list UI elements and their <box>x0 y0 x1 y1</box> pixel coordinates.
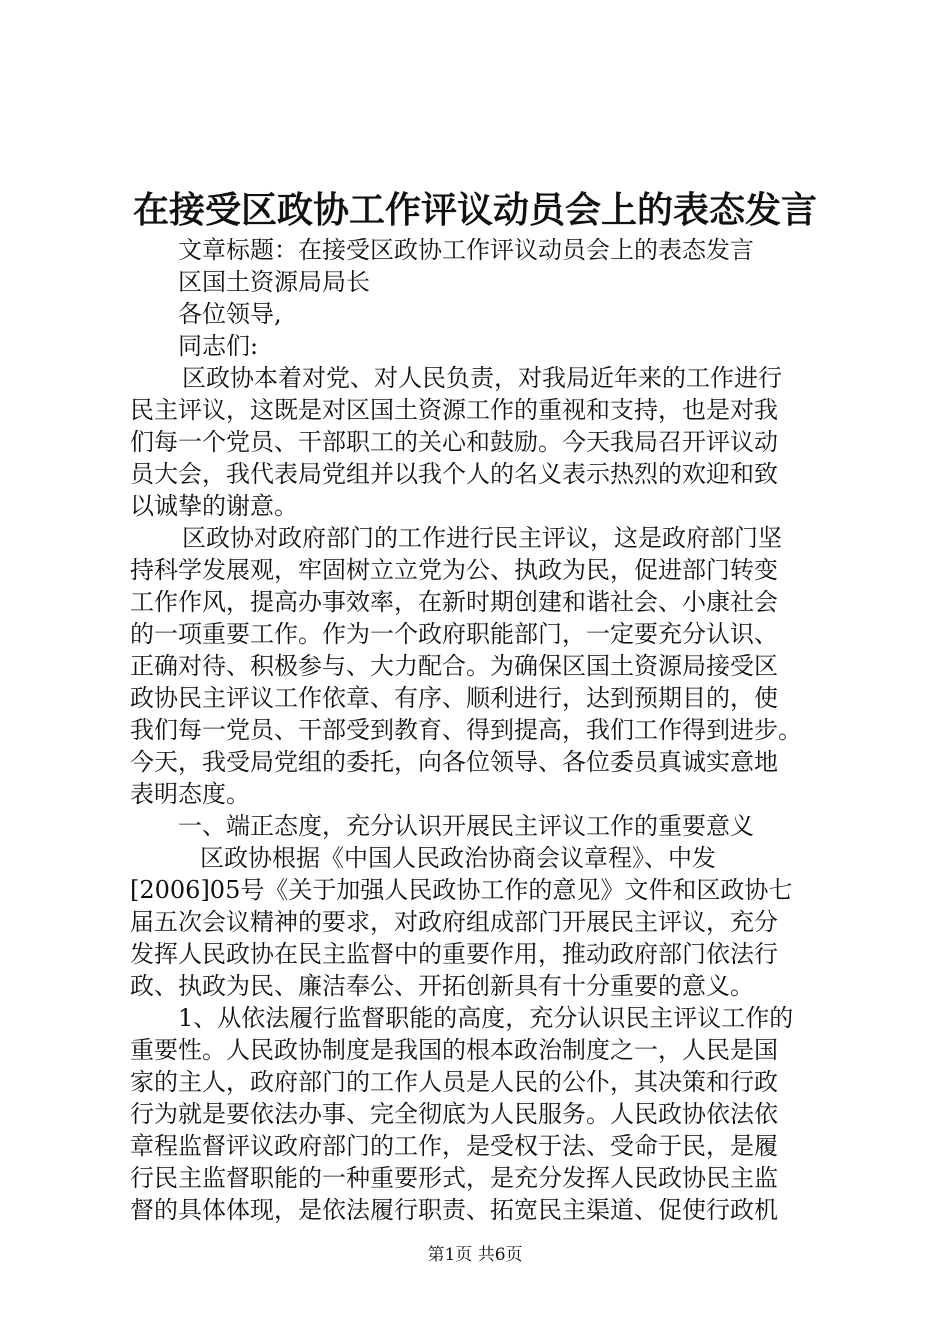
paragraph-line: [2006]05号《关于加强人民政协工作的意见》文件和区政协七 <box>130 876 793 904</box>
paragraph-line: 家的主人，政府部门的工作人员是人民的公仆，其决策和行政 <box>130 1068 778 1096</box>
document-title: 在接受区政协工作评议动员会上的表态发言 <box>132 189 817 231</box>
author-line: 区国土资源局局长 <box>178 268 370 296</box>
paragraph-line: 区政协对政府部门的工作进行民主评议，这是政府部门坚 <box>182 524 782 552</box>
paragraph-line: 们每一个党员、干部职工的关心和鼓励。今天我局召开评议动 <box>130 428 778 456</box>
paragraph-line: 行民主监督职能的一种重要形式，是充分发挥人民政协民主监 <box>130 1164 778 1192</box>
paragraph-line: 发挥人民政协在民主监督中的重要作用，推动政府部门依法行 <box>130 940 778 968</box>
paragraph-line: 以诚挚的谢意。 <box>130 492 298 520</box>
paragraph-line: 政、执政为民、廉洁奉公、开拓创新具有十分重要的意义。 <box>130 972 754 1000</box>
paragraph-line: 员大会，我代表局党组并以我个人的名义表示热烈的欢迎和致 <box>130 460 778 488</box>
paragraph-line: 民主评议，这既是对区国土资源工作的重视和支持，也是对我 <box>130 396 778 424</box>
salutation-line: 各位领导, <box>178 300 282 328</box>
paragraph-line: 正确对待、积极参与、大力配合。为确保区国土资源局接受区 <box>130 652 778 680</box>
page-footer: 第1页 共6页 <box>427 1245 523 1265</box>
paragraph-line: 政协民主评议工作依章、有序、顺利进行，达到预期目的，使 <box>130 684 778 712</box>
paragraph-line: 重要性。人民政协制度是我国的根本政治制度之一，人民是国 <box>130 1036 778 1064</box>
paragraph-line: 1、从依法履行监督职能的高度，充分认识民主评议工作的 <box>178 1004 794 1032</box>
paragraph-line: 表明态度。 <box>130 780 250 808</box>
paragraph-line: 今天，我受局党组的委托，向各位领导、各位委员真诚实意地 <box>130 748 778 776</box>
paragraph-line: 督的具体体现，是依法履行职责、拓宽民主渠道、促使行政机 <box>130 1196 778 1224</box>
section-heading: 一、端正态度，充分认识开展民主评议工作的重要意义 <box>178 812 754 840</box>
paragraph-line: 的一项重要工作。作为一个政府职能部门，一定要充分认识、 <box>130 620 778 648</box>
paragraph-line: 行为就是要依法办事、完全彻底为人民服务。人民政协依法依 <box>130 1100 778 1128</box>
salutation-line: 同志们: <box>178 332 259 360</box>
paragraph-line: 工作作风，提高办事效率，在新时期创建和谐社会、小康社会 <box>130 588 778 616</box>
document-body <box>130 234 830 1226</box>
paragraph-line: 区政协本着对党、对人民负责，对我局近年来的工作进行 <box>182 364 782 392</box>
paragraph-line: 届五次会议精神的要求，对政府组成部门开展民主评议，充分 <box>130 908 778 936</box>
paragraph-line: 区政协根据《中国人民政治协商会议章程》、中发 <box>200 844 716 872</box>
paragraph-line: 章程监督评议政府部门的工作，是受权于法、受命于民，是履 <box>130 1132 778 1160</box>
paragraph-line: 我们每一党员、干部受到教育、得到提高，我们工作得到进步。 <box>130 716 802 744</box>
article-title-line: 文章标题：在接受区政协工作评议动员会上的表态发言 <box>178 236 754 264</box>
paragraph-line: 持科学发展观，牢固树立立党为公、执政为民，促进部门转变 <box>130 556 778 584</box>
